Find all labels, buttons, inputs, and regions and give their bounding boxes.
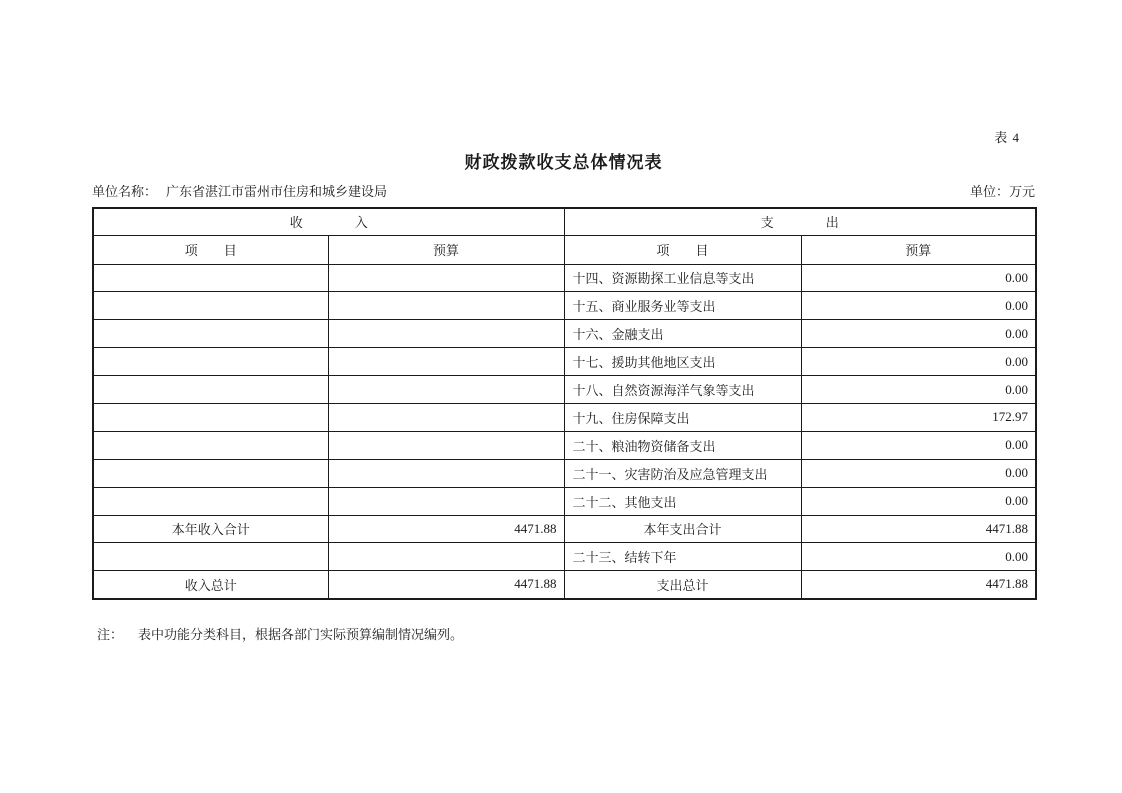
unit-name-value: 广东省湛江市雷州市住房和城乡建设局 (166, 184, 388, 199)
table-row (93, 376, 1036, 404)
income-item-cell (93, 431, 328, 459)
expense-budget-cell: 0.00 (801, 431, 1036, 459)
income-grand-total-label-cell: 收入总计 (93, 571, 328, 599)
footnote-label: 注： (97, 627, 124, 642)
expense-budget-cell: 0.00 (801, 292, 1036, 320)
expense-item-col-header: 项 目 (564, 235, 801, 264)
footnote (97, 624, 463, 643)
table-row (93, 459, 1036, 487)
expense-item-cell: 二十一、灾害防治及应急管理支出 (564, 459, 801, 487)
table-row-grand-total (93, 571, 1036, 599)
expense-item-cell: 二十二、其他支出 (564, 487, 801, 515)
income-grand-total-value-cell: 4471.88 (328, 571, 564, 599)
income-item-cell (93, 264, 328, 292)
unit-label: 单位：万元 (969, 184, 1035, 199)
expense-budget-cell: 0.00 (801, 376, 1036, 404)
expense-item-cell: 十七、援助其他地区支出 (564, 348, 801, 376)
income-item-cell (93, 376, 328, 404)
table-row (93, 348, 1036, 376)
table-row (93, 431, 1036, 459)
income-item-cell (93, 459, 328, 487)
income-item-cell (93, 403, 328, 431)
income-budget-cell (328, 403, 564, 431)
income-total-value-cell: 4471.88 (328, 515, 564, 543)
table-row (93, 403, 1036, 431)
expense-item-cell: 十五、商业服务业等支出 (564, 292, 801, 320)
table-row (93, 292, 1036, 320)
page-title: 财政拨款收支总体情况表 (464, 153, 663, 172)
expense-budget-cell: 0.00 (801, 459, 1036, 487)
expense-budget-cell: 0.00 (801, 487, 1036, 515)
table-header-row-columns (93, 235, 1036, 264)
income-budget-cell (328, 487, 564, 515)
expense-item-cell: 二十三、结转下年 (564, 543, 801, 571)
income-budget-cell (328, 543, 564, 571)
income-item-cell (93, 292, 328, 320)
table-row (93, 487, 1036, 515)
expense-item-cell: 十六、金融支出 (564, 320, 801, 348)
budget-table (92, 207, 1037, 600)
income-item-col-header: 项 目 (93, 235, 328, 264)
expense-item-cell: 十四、资源勘探工业信息等支出 (564, 264, 801, 292)
expense-item-cell: 二十、粮油物资储备支出 (564, 431, 801, 459)
income-item-cell (93, 543, 328, 571)
footnote-text: 表中功能分类科目，根据各部门实际预算编制情况编列。 (138, 627, 464, 642)
table-row (93, 543, 1036, 571)
expense-section-header: 支 出 (564, 208, 1036, 235)
expense-budget-cell: 0.00 (801, 264, 1036, 292)
income-item-cell (93, 487, 328, 515)
table-header-row-sections (93, 208, 1036, 235)
meta-row (92, 181, 1035, 200)
income-budget-cell (328, 376, 564, 404)
expense-grand-total-label-cell: 支出总计 (564, 571, 801, 599)
expense-budget-col-header: 预算 (801, 235, 1036, 264)
income-budget-col-header: 预算 (328, 235, 564, 264)
expense-budget-cell: 0.00 (801, 320, 1036, 348)
income-budget-cell (328, 320, 564, 348)
income-total-label-cell: 本年收入合计 (93, 515, 328, 543)
table-row (93, 264, 1036, 292)
income-item-cell (93, 348, 328, 376)
income-item-cell (93, 320, 328, 348)
unit-name-label: 单位名称： (92, 184, 158, 199)
unit-name-line (92, 181, 387, 200)
expense-total-label-cell: 本年支出合计 (564, 515, 801, 543)
income-budget-cell (328, 459, 564, 487)
expense-item-cell: 十八、自然资源海洋气象等支出 (564, 376, 801, 404)
expense-total-value-cell: 4471.88 (801, 515, 1036, 543)
expense-budget-cell: 0.00 (801, 348, 1036, 376)
expense-item-cell: 十九、住房保障支出 (564, 403, 801, 431)
expense-budget-cell: 172.97 (801, 403, 1036, 431)
income-budget-cell (328, 348, 564, 376)
table-number-label: 表 4 (994, 130, 1020, 145)
income-budget-cell (328, 264, 564, 292)
income-budget-cell (328, 292, 564, 320)
expense-budget-cell: 0.00 (801, 543, 1036, 571)
income-budget-cell (328, 431, 564, 459)
table-row (93, 320, 1036, 348)
income-section-header: 收 入 (93, 208, 564, 235)
expense-grand-total-value-cell: 4471.88 (801, 571, 1036, 599)
table-row-annual-total (93, 515, 1036, 543)
